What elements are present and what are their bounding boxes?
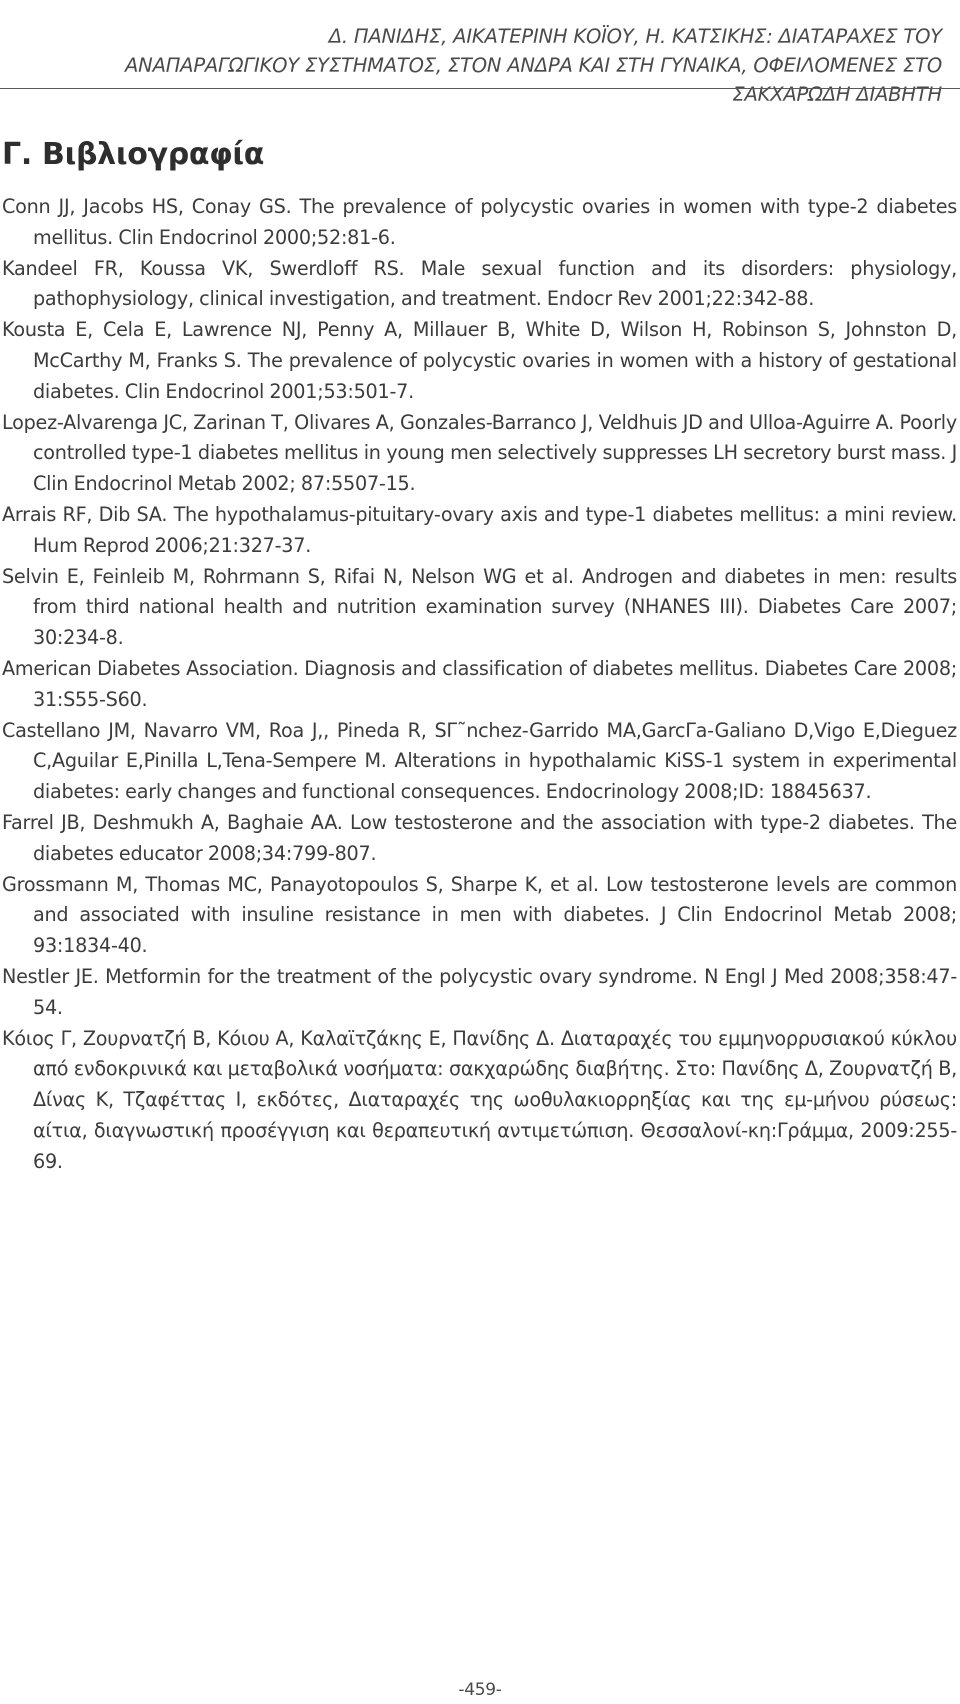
reference-item: American Diabetes Association. Diagnosis and classification of diabetes mellitus. Diabetes Care 2008; 31:S55-S60. <box>2 656 957 711</box>
reference-item: Castellano JM, Navarro VM, Roa J,, Pineda R, SΓ˜nchez-Garrido MA,GarcΓa-Galiano D,Vigo E,Dieguez C,Aguilar E,Pinilla L,Tena-Sempere M. Alterations in hypothalamic KiSS-1 system in experimental diabetes: early changes and functional consequences. Endocrinology 2008;ID: 18845637. <box>2 718 957 804</box>
reference-item: Arrais RF, Dib SA. The hypothalamus-pituitary-ovary axis and type-1 diabetes mellitus: a mini review. Hum Reprod 2006;21:327-37. <box>2 502 957 557</box>
running-header-line-1: Δ. ΠΑΝΙΔΗΣ, ΑΙΚΑΤΕΡΙΝΗ ΚΟΪΟΥ, Η. ΚΑΤΣΙΚΗΣ: ΔΙΑΤΑΡΑΧΕΣ ΤΟΥ <box>328 25 942 48</box>
reference-item: Selvin E, Feinleib M, Rohrmann S, Rifai N, Nelson WG et al. Androgen and diabetes in men: results from third national health and nutrition examination survey (NHANES III). Diabetes Care 2007; 30:234-8. <box>2 564 957 650</box>
reference-item: Lopez-Alvarenga JC, Zarinan T, Olivares A, Gonzales-Barranco J, Veldhuis JD and Ulloa-Aguirre A. Poorly controlled type-1 diabetes mellitus in young men selectively suppresses LH secretory burst mass. J Clin Endocrinol Metab 2002; 87:5507-15. <box>2 410 957 496</box>
reference-item: Conn JJ, Jacobs HS, Conay GS. The prevalence of polycystic ovaries in women with type-2 diabetes mellitus. Clin Endocrinol 2000;52:81-6. <box>2 195 957 249</box>
running-header-line-2: ΑΝΑΠΑΡΑΓΩΓΙΚΟΥ ΣΥΣΤΗΜΑΤΟΣ, ΣΤΟΝ ΑΝΔΡΑ ΚΑΙ ΣΤΗ ΓΥΝΑΙΚΑ, ΟΦΕΙΛΟΜΕΝΕΣ ΣΤΟ ΣΑΚΧΑΡΩΔΗ ΔΙΑΒΗΤΗ <box>125 54 942 106</box>
reference-item: Nestler JE. Metformin for the treatment of the polycystic ovary syndrome. N Engl J Med 2008;358:47-54. <box>2 964 957 1019</box>
section-title: Γ. Βιβλιογραφία <box>2 137 265 172</box>
reference-item: Farrel JB, Deshmukh A, Baghaie AA. Low testosterone and the association with type-2 diabetes. The diabetes educator 2008;34:799-807. <box>2 810 957 865</box>
reference-list <box>2 192 957 1178</box>
header-divider <box>0 88 960 89</box>
reference-item: Grossmann M, Thomas MC, Panayotopoulos S, Sharpe K, et al. Low testosterone levels are common and associated with insuline resistance in men with diabetes. J Clin Endocrinol Metab 2008; 93:1834-40. <box>2 872 957 958</box>
reference-item: Kousta E, Cela E, Lawrence NJ, Penny A, Millauer B, White D, Wilson H, Robinson S, Johnston D, McCarthy M, Franks S. The prevalence of polycystic ovaries in women with a history of gestational diabetes. Clin Endocrinol 2001;53:501-7. <box>2 318 957 403</box>
page-number: -459- <box>458 1680 502 1700</box>
reference-item: Kandeel FR, Koussa VK, Swerdloff RS. Male sexual function and its disorders: physiology, pathophysiology, clinical investigation, and treatment. Endocr Rev 2001;22:342-88. <box>2 256 957 311</box>
reference-item: Κόιος Γ, Ζουρνατζή Β, Κόιου Α, Καλαϊτζάκης Ε, Πανίδης Δ. Διαταραχές του εμμηνορρυσιακού κύκλου από ενδοκρινικά και μεταβολικά νοσήματα: σακχαρώδης διαβήτης. Στο: Πανίδης Δ, Ζουρνατζή Β, Δίνας Κ, Τζαφέττας Ι, εκδότες, Διαταραχές της ωοθυλακιορρηξίας και της εμ-μήνου ρύσεως: αίτια, διαγνωστική προσέγγιση και θεραπευτική αντιμετώπιση. Θεσσαλονί-κη:Γράμμα, 2009:255-69. <box>2 1026 957 1173</box>
running-header <box>12 22 942 109</box>
